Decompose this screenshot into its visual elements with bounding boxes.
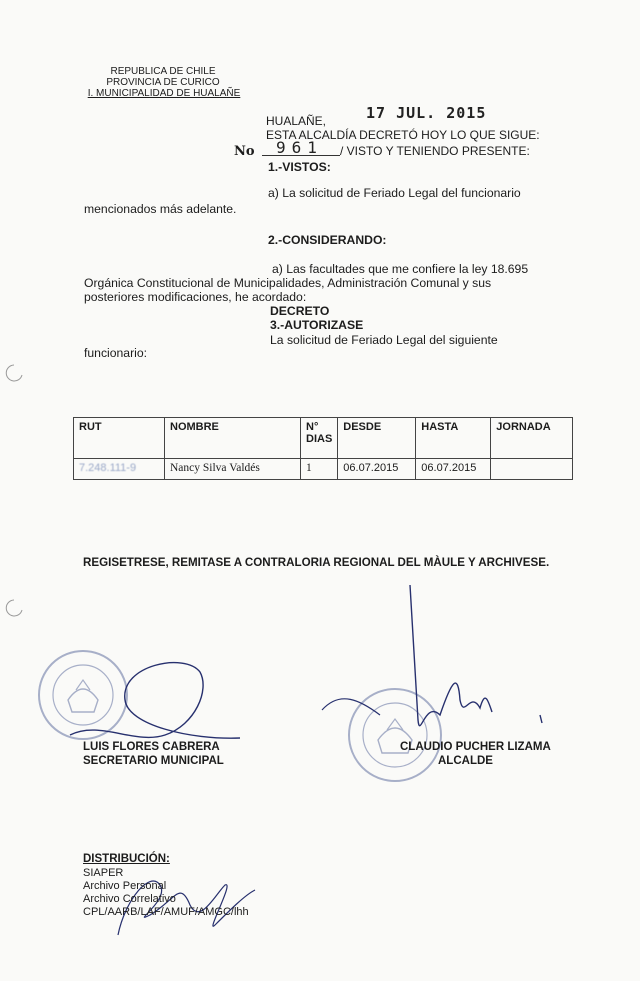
decree-prefix: No	[234, 144, 255, 159]
distribucion-title: DISTRIBUCIÓN:	[83, 853, 170, 865]
col-jornada: JORNADA	[491, 418, 573, 459]
col-desde: DESDE	[338, 418, 416, 459]
cell-rut: 7.248.111-9	[74, 459, 165, 480]
right-signer-role: ALCALDE	[438, 755, 493, 767]
left-signer-name: LUIS FLORES CABRERA	[83, 741, 220, 753]
margin-mark-icon	[6, 365, 22, 381]
solicitud-line2: funcionario:	[84, 346, 148, 360]
alcaldia-line: ESTA ALCALDÍA DECRETÓ HOY LO QUE SIGUE:	[266, 128, 540, 142]
col-rut: RUT	[74, 418, 165, 459]
place-label: HUALAÑE,	[266, 114, 327, 128]
considerando-a-line1: a) Las facultades que me confiere la ley 18.695	[272, 262, 529, 276]
right-signer-name: CLAUDIO PUCHER LIZAMA	[400, 741, 551, 753]
date-stamp: 17 JUL. 2015	[366, 104, 487, 122]
cell-nombre: Nancy Silva Valdés	[165, 459, 301, 480]
solicitud-line1: La solicitud de Feriado Legal del siguiente	[270, 333, 498, 347]
distribucion-item-archivo-correlativo: Archivo Correlativo	[83, 893, 176, 905]
header-provincia: PROVINCIA DE CURICO	[106, 77, 220, 88]
visto-line: / VISTO Y TENIENDO PRESENTE:	[340, 144, 530, 158]
distribucion-item-initials: CPL/AARB/LAF/AMUF/AMGC/lhh	[83, 906, 249, 918]
vistos-a-line2: mencionados más adelante.	[84, 202, 237, 216]
right-seal-icon	[349, 689, 441, 781]
header-municipalidad: I. MUNICIPALIDAD DE HUALAÑE	[87, 88, 241, 99]
left-signature-icon	[70, 663, 240, 739]
cell-dias: 1	[301, 459, 338, 480]
col-hasta: HASTA	[416, 418, 491, 459]
autorizase-heading: 3.-AUTORIZASE	[270, 318, 364, 332]
col-dias: N° DIAS	[301, 418, 338, 459]
left-signer-role: SECRETARIO MUNICIPAL	[83, 755, 224, 767]
decree-number: 961	[276, 138, 323, 157]
considerando-a-line3: posteriores modificaciones, he acordado:	[84, 290, 307, 304]
header-republica: REPUBLICA DE CHILE	[110, 66, 216, 77]
decreto-heading: DECRETO	[270, 304, 330, 318]
vistos-title: 1.-VISTOS:	[268, 160, 331, 174]
considerando-title: 2.-CONSIDERANDO:	[268, 233, 387, 247]
distribucion-item-archivo-personal: Archivo Personal	[83, 880, 167, 892]
left-seal-icon	[39, 651, 127, 739]
vistos-a-line1: a) La solicitud de Feriado Legal del funcionario	[268, 186, 521, 200]
cell-desde: 06.07.2015	[338, 459, 416, 480]
considerando-a-line2: Orgánica Constitucional de Municipalidades, Administración Comunal y sus	[84, 276, 492, 290]
cell-hasta: 06.07.2015	[416, 459, 491, 480]
registrese-line: REGISETRESE, REMITASE A CONTRALORIA REGIONAL DEL MÀULE Y ARCHIVESE.	[83, 556, 550, 569]
col-nombre: NOMBRE	[165, 418, 301, 459]
distribucion-item-siaper: SIAPER	[83, 867, 124, 879]
